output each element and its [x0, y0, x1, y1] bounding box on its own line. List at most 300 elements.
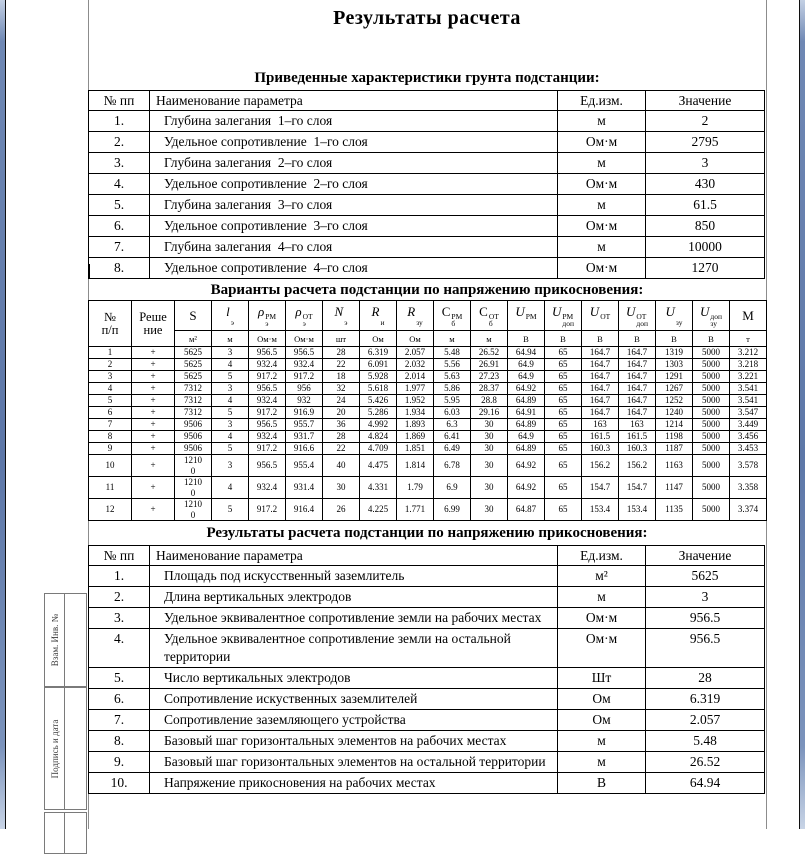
cell: 12100: [175, 455, 212, 477]
cell: 956.5: [286, 347, 323, 359]
table-row: [89, 132, 765, 153]
cell: 5.86: [434, 383, 471, 395]
column-header: № п/п: [89, 301, 132, 347]
cell: 5: [212, 443, 249, 455]
cell: 3: [646, 153, 765, 174]
cell: 61.5: [646, 195, 765, 216]
cell: 30: [471, 431, 508, 443]
cell: 10: [89, 455, 132, 477]
sidebar-cell: [45, 688, 65, 809]
cell: м²: [558, 566, 646, 587]
cell: В: [558, 773, 646, 794]
table-row: [89, 359, 767, 371]
table-row: [89, 668, 765, 689]
cell: 5: [212, 407, 249, 419]
cell: 1319: [656, 347, 693, 359]
cell: Ом·м: [558, 608, 646, 629]
cell: 5000: [693, 407, 730, 419]
cell: 6.99: [434, 499, 471, 521]
cell: 4: [89, 383, 132, 395]
cell: 2.057: [646, 710, 765, 731]
cell: 64.92: [508, 383, 545, 395]
cell: 1.79: [397, 477, 434, 499]
column-header: № пп: [89, 546, 150, 566]
cell: 916.9: [286, 407, 323, 419]
cell: 2.: [89, 132, 150, 153]
cell: 7312: [175, 383, 212, 395]
cell: 1.977: [397, 383, 434, 395]
cell: 164.7: [582, 347, 619, 359]
cell: 156.2: [582, 455, 619, 477]
cell: 956.5: [249, 419, 286, 431]
cell: 1.869: [397, 431, 434, 443]
cell: 11: [89, 477, 132, 499]
cell: 2.: [89, 587, 150, 608]
cell: 5000: [693, 443, 730, 455]
cell: 30: [471, 499, 508, 521]
cell: 164.7: [582, 395, 619, 407]
cell: 30: [471, 477, 508, 499]
cell: Базовый шаг горизонтальных элементов на рабочих местах: [150, 731, 558, 752]
cell: 1214: [656, 419, 693, 431]
cell: 5.56: [434, 359, 471, 371]
table-row: [89, 174, 765, 195]
cell: 5000: [693, 395, 730, 407]
cell: 1: [89, 347, 132, 359]
cell: 3.218: [730, 359, 767, 371]
cell: 3.547: [730, 407, 767, 419]
cell: 6.9: [434, 477, 471, 499]
column-header: U зу: [656, 301, 693, 331]
cell: 4: [212, 477, 249, 499]
column-header: N э: [323, 301, 360, 331]
calculation-results-table: [88, 545, 765, 794]
cell: 3.212: [730, 347, 767, 359]
cell: 8.: [89, 258, 150, 279]
cell: Глубина залегания 4–го слоя: [150, 237, 558, 258]
results-table-title: Результаты расчета подстанции по напряжению прикосновения:: [206, 525, 648, 541]
cell: 18: [323, 371, 360, 383]
cell: 24: [323, 395, 360, 407]
table-row: [89, 499, 767, 521]
cell: 932.4: [286, 359, 323, 371]
table-row: [89, 773, 765, 794]
cell: 5.95: [434, 395, 471, 407]
cell: 4.225: [360, 499, 397, 521]
cell: 20: [323, 407, 360, 419]
column-header: Ед.изм.: [558, 546, 646, 566]
cell: 6.319: [646, 689, 765, 710]
cell: 12100: [175, 477, 212, 499]
cell: 956: [286, 383, 323, 395]
cell: 64.9: [508, 371, 545, 383]
cell: 5.618: [360, 383, 397, 395]
cell: 64.94: [646, 773, 765, 794]
cell: 65: [545, 359, 582, 371]
cell: +: [132, 455, 175, 477]
cell: Ом·м: [558, 174, 646, 195]
table-row: [89, 419, 767, 431]
cell: 5.48: [434, 347, 471, 359]
cell: 164.7: [582, 359, 619, 371]
cell: 1198: [656, 431, 693, 443]
cell: 8: [89, 431, 132, 443]
cell: 64.91: [508, 407, 545, 419]
cell: Глубина залегания 2–го слоя: [150, 153, 558, 174]
cell: 5.48: [646, 731, 765, 752]
cell: 1303: [656, 359, 693, 371]
cell: 164.7: [619, 395, 656, 407]
cell: Ом·м: [558, 216, 646, 237]
cell: Базовый шаг горизонтальных элементов на остальной территории: [150, 752, 558, 773]
cell: 3.374: [730, 499, 767, 521]
cell: 4: [212, 431, 249, 443]
cell: 160.3: [582, 443, 619, 455]
cell: 931.4: [286, 477, 323, 499]
cell: +: [132, 443, 175, 455]
cell: 7.: [89, 710, 150, 731]
cell: 7: [89, 419, 132, 431]
column-header: U РМ доп: [545, 301, 582, 331]
cell: 4.709: [360, 443, 397, 455]
cell: 1.952: [397, 395, 434, 407]
cell: 9506: [175, 443, 212, 455]
cell: 5625: [175, 347, 212, 359]
cell: 65: [545, 371, 582, 383]
cell: 5.: [89, 195, 150, 216]
cell: Удельное сопротивление 3–го слоя: [150, 216, 558, 237]
table-row: [89, 347, 767, 359]
cell: 3: [646, 587, 765, 608]
cell: 65: [545, 419, 582, 431]
cell: 10000: [646, 237, 765, 258]
table-row: [89, 407, 767, 419]
cell: 1163: [656, 455, 693, 477]
cell: 64.89: [508, 419, 545, 431]
table-row: [89, 455, 767, 477]
cell: 2: [89, 359, 132, 371]
cell: 5.63: [434, 371, 471, 383]
header-row: [89, 546, 765, 566]
cell: 40: [323, 455, 360, 477]
cell: 955.4: [286, 455, 323, 477]
cell: Сопротивление заземляющего устройства: [150, 710, 558, 731]
column-header: С РМ б: [434, 301, 471, 331]
column-header: l э: [212, 301, 249, 331]
cell: Ом: [558, 710, 646, 731]
cell: Шт: [558, 668, 646, 689]
cell: 5.928: [360, 371, 397, 383]
cell: 5000: [693, 499, 730, 521]
cell: 164.7: [619, 359, 656, 371]
cell: Ом·м: [558, 132, 646, 153]
cell: 6.41: [434, 431, 471, 443]
cell: 3: [212, 347, 249, 359]
cell: 5000: [693, 383, 730, 395]
cell: 917.2: [249, 443, 286, 455]
cell: +: [132, 347, 175, 359]
unit-header: Ом: [360, 331, 397, 347]
cell: 5: [212, 371, 249, 383]
column-header: № пп: [89, 91, 150, 111]
cell: 1270: [646, 258, 765, 279]
cell: 6.319: [360, 347, 397, 359]
cell: 430: [646, 174, 765, 195]
cell: 932.4: [249, 431, 286, 443]
unit-header: Ом: [397, 331, 434, 347]
table-row: [89, 752, 765, 773]
cell: 6.78: [434, 455, 471, 477]
cell: 932.4: [249, 395, 286, 407]
table-row: [89, 477, 767, 499]
cell: 64.92: [508, 477, 545, 499]
cell: 26.52: [471, 347, 508, 359]
cell: Удельное сопротивление 1–го слоя: [150, 132, 558, 153]
cell: 5: [212, 499, 249, 521]
unit-header: т: [730, 331, 767, 347]
cell: 2.032: [397, 359, 434, 371]
cell: Ом·м: [558, 629, 646, 668]
cell: 28.8: [471, 395, 508, 407]
cell: 161.5: [582, 431, 619, 443]
cell: 5000: [693, 347, 730, 359]
sidebar-box-podpis-data: [44, 687, 87, 810]
unit-header: м²: [175, 331, 212, 347]
unit-header: м: [212, 331, 249, 347]
cell: 26: [323, 499, 360, 521]
page-title: Результаты расчета: [333, 7, 521, 29]
cell: +: [132, 359, 175, 371]
cell: 160.3: [619, 443, 656, 455]
cell: 6.03: [434, 407, 471, 419]
unit-header: В: [545, 331, 582, 347]
cell: Напряжение прикосновения на рабочих местах: [150, 773, 558, 794]
column-header: Ед.изм.: [558, 91, 646, 111]
cell: 65: [545, 383, 582, 395]
cell: 64.87: [508, 499, 545, 521]
table-row: [89, 731, 765, 752]
cell: 5: [89, 395, 132, 407]
cell: 153.4: [582, 499, 619, 521]
table-row: [89, 443, 767, 455]
cell: 153.4: [619, 499, 656, 521]
table-row: [89, 689, 765, 710]
header-row: [89, 91, 765, 111]
cell: м: [558, 731, 646, 752]
cell: 5.426: [360, 395, 397, 407]
cell: 28.37: [471, 383, 508, 395]
table-row: [89, 383, 767, 395]
cell: 65: [545, 443, 582, 455]
sidebar-label-vzam-inv: Взам. Инв. №: [49, 613, 60, 667]
cell: 30: [471, 443, 508, 455]
cell: 1.893: [397, 419, 434, 431]
cell: 1187: [656, 443, 693, 455]
cell: Удельное эквивалентное сопротивление земли на остальной территории: [150, 629, 558, 668]
table-row: [89, 608, 765, 629]
cell: 6.091: [360, 359, 397, 371]
cell: 30: [323, 477, 360, 499]
cell: 3.221: [730, 371, 767, 383]
cell: 64.89: [508, 395, 545, 407]
cell: +: [132, 499, 175, 521]
column-header: R и: [360, 301, 397, 331]
cell: 4.331: [360, 477, 397, 499]
cell: 956.5: [249, 383, 286, 395]
cell: 5000: [693, 477, 730, 499]
cell: 917.2: [249, 371, 286, 383]
cell: 6.49: [434, 443, 471, 455]
cell: 161.5: [619, 431, 656, 443]
cell: Число вертикальных электродов: [150, 668, 558, 689]
cell: м: [558, 195, 646, 216]
cell: 1252: [656, 395, 693, 407]
cell: 154.7: [619, 477, 656, 499]
cell: 2795: [646, 132, 765, 153]
cell: 65: [545, 347, 582, 359]
cell: 9.: [89, 752, 150, 773]
cell: Удельное сопротивление 4–го слоя: [150, 258, 558, 279]
cell: 7312: [175, 395, 212, 407]
cell: 3.541: [730, 383, 767, 395]
cell: 29.16: [471, 407, 508, 419]
column-header: Наименование параметра: [150, 546, 558, 566]
cell: 28: [323, 431, 360, 443]
table-row: [89, 153, 765, 174]
cell: 4.: [89, 629, 150, 668]
cell: 65: [545, 431, 582, 443]
cell: 154.7: [582, 477, 619, 499]
table-row: [89, 566, 765, 587]
units-row: [89, 331, 767, 347]
cell: 3.: [89, 153, 150, 174]
column-header: S: [175, 301, 212, 331]
variants-table-title: Варианты расчета подстанции по напряжению прикосновения:: [210, 282, 644, 298]
cell: 917.2: [286, 371, 323, 383]
cell: 12100: [175, 499, 212, 521]
cell: 1.: [89, 111, 150, 132]
cell: 65: [545, 455, 582, 477]
cell: 1.934: [397, 407, 434, 419]
cell: 7312: [175, 407, 212, 419]
column-header: Значение: [646, 91, 765, 111]
cell: Глубина залегания 1–го слоя: [150, 111, 558, 132]
cell: 3.578: [730, 455, 767, 477]
cell: 64.9: [508, 431, 545, 443]
cell: 916.4: [286, 499, 323, 521]
cell: 22: [323, 359, 360, 371]
cell: 955.7: [286, 419, 323, 431]
cell: 5000: [693, 455, 730, 477]
cell: 4.824: [360, 431, 397, 443]
cell: 9506: [175, 431, 212, 443]
table-row: [89, 111, 765, 132]
cell: 4: [212, 395, 249, 407]
cell: 30: [471, 419, 508, 431]
cell: м: [558, 752, 646, 773]
cell: +: [132, 395, 175, 407]
cell: 7.: [89, 237, 150, 258]
sidebar-cell: [45, 813, 65, 853]
cell: 64.9: [508, 359, 545, 371]
cell: Сопротивление искуственных заземлителей: [150, 689, 558, 710]
cell: Ом·м: [558, 258, 646, 279]
cell: 6.: [89, 216, 150, 237]
cell: 156.2: [619, 455, 656, 477]
cell: 1.771: [397, 499, 434, 521]
cell: 164.7: [582, 383, 619, 395]
cell: 3.453: [730, 443, 767, 455]
cell: Ом: [558, 689, 646, 710]
cell: 1240: [656, 407, 693, 419]
cell: 916.6: [286, 443, 323, 455]
calculation-variants-table: [88, 300, 767, 521]
cell: 27.23: [471, 371, 508, 383]
cell: 3.358: [730, 477, 767, 499]
cell: 5.286: [360, 407, 397, 419]
table-row: [89, 258, 765, 279]
column-header: Реше ние: [132, 301, 175, 347]
cell: 956.5: [249, 455, 286, 477]
cell: 64.94: [508, 347, 545, 359]
cell: 65: [545, 407, 582, 419]
table-row: [89, 237, 765, 258]
cell: 28: [323, 347, 360, 359]
cell: 64.89: [508, 443, 545, 455]
sidebar-label-podpis-data: Подпись и дата: [49, 719, 60, 778]
unit-header: В: [619, 331, 656, 347]
cell: 5000: [693, 419, 730, 431]
cell: 5000: [693, 359, 730, 371]
cell: 1.814: [397, 455, 434, 477]
cell: +: [132, 431, 175, 443]
cell: 3: [89, 371, 132, 383]
table-row: [89, 710, 765, 731]
unit-header: В: [508, 331, 545, 347]
column-header: Наименование параметра: [150, 91, 558, 111]
cell: 931.7: [286, 431, 323, 443]
cell: 932.4: [249, 359, 286, 371]
unit-header: шт: [323, 331, 360, 347]
cell: Удельное сопротивление 2–го слоя: [150, 174, 558, 195]
column-header: U РМ: [508, 301, 545, 331]
cell: 2.057: [397, 347, 434, 359]
cell: 32: [323, 383, 360, 395]
cell: 163: [619, 419, 656, 431]
cell: 3: [212, 455, 249, 477]
cell: 28: [646, 668, 765, 689]
cell: 6.3: [434, 419, 471, 431]
cell: 164.7: [619, 383, 656, 395]
cell: 3: [212, 383, 249, 395]
cell: 65: [545, 477, 582, 499]
cell: 26.52: [646, 752, 765, 773]
cell: 1267: [656, 383, 693, 395]
column-header: ρ РМ э: [249, 301, 286, 331]
column-header: U ОТ: [582, 301, 619, 331]
cell: 5625: [175, 371, 212, 383]
table-row: [89, 195, 765, 216]
cell: 2.014: [397, 371, 434, 383]
table-row: [89, 629, 765, 668]
cell: 5625: [175, 359, 212, 371]
cell: 3.: [89, 608, 150, 629]
cell: 917.2: [249, 407, 286, 419]
cell: 164.7: [582, 407, 619, 419]
cell: 164.7: [619, 407, 656, 419]
table-row: [89, 431, 767, 443]
table-row: [89, 395, 767, 407]
